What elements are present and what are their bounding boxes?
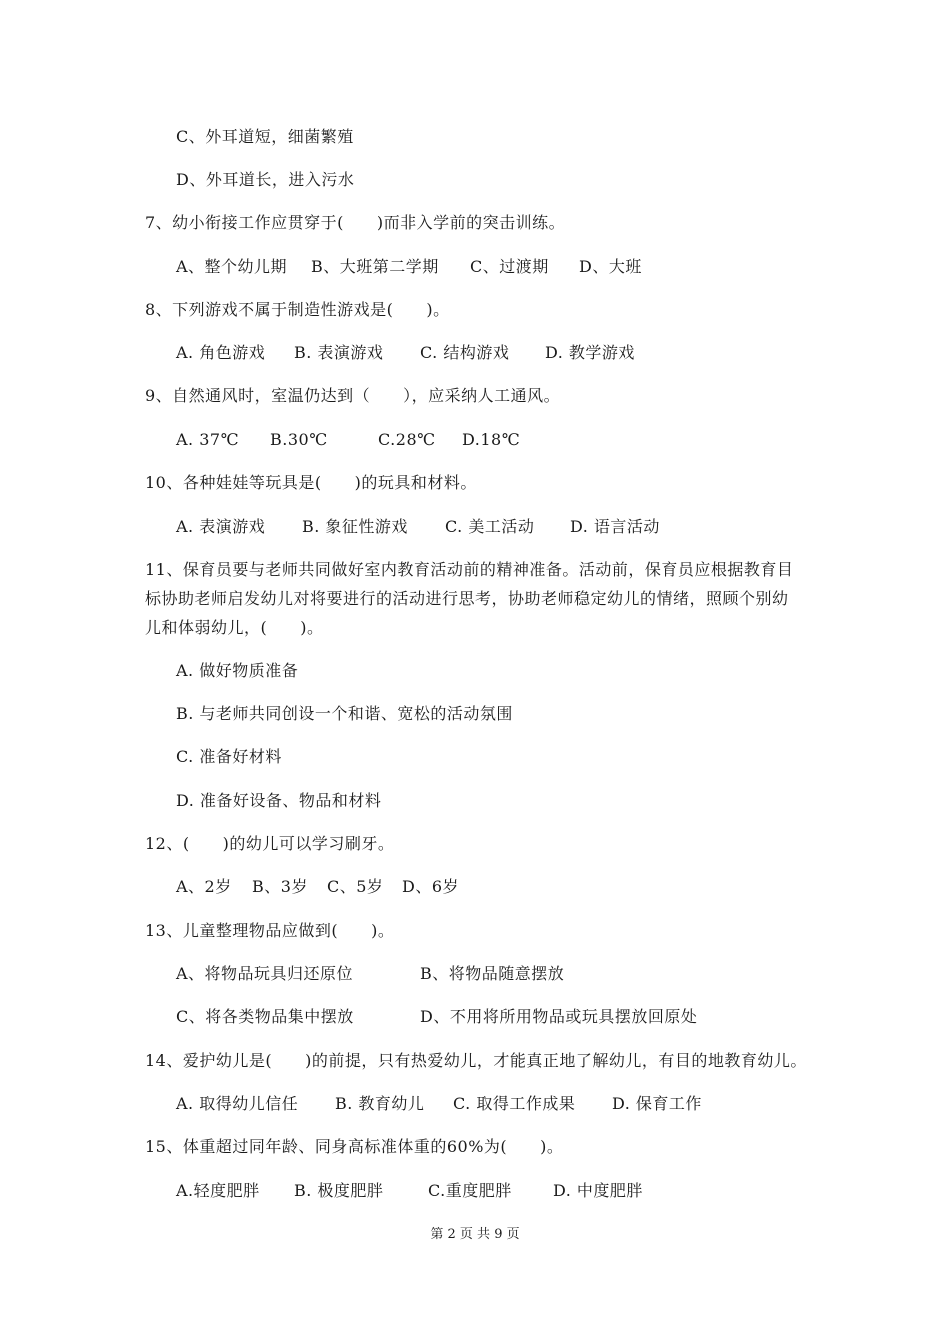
q12-option-b: B、3岁 bbox=[252, 877, 308, 896]
q13-option-b: B、将物品随意摆放 bbox=[420, 964, 565, 983]
q14-option-b: B. 教育幼儿 bbox=[335, 1094, 425, 1113]
q14-option-c: C. 取得工作成果 bbox=[453, 1094, 576, 1113]
q7-option-d: D、大班 bbox=[579, 257, 642, 276]
q8-option-b: B. 表演游戏 bbox=[294, 343, 384, 362]
question-9: 9、自然通风时，室温仍达到（ ），应采纳人工通风。 bbox=[145, 386, 561, 405]
q12-option-a: A、2岁 bbox=[176, 877, 232, 896]
q15-option-a: A.轻度肥胖 bbox=[176, 1181, 260, 1200]
q8-option-c: C. 结构游戏 bbox=[420, 343, 510, 362]
q14-option-d: D. 保育工作 bbox=[612, 1094, 702, 1113]
q9-option-a: A. 37℃ bbox=[176, 430, 239, 449]
question-7: 7、幼小衔接工作应贯穿于( )而非入学前的突击训练。 bbox=[145, 213, 566, 232]
q13-option-d: D、不用将所用物品或玩具摆放回原处 bbox=[420, 1007, 698, 1026]
question-11-line-2: 标协助老师启发幼儿对将要进行的活动进行思考，协助老师稳定幼儿的情绪，照顾个别幼 bbox=[145, 589, 789, 608]
q15-option-d: D. 中度肥胖 bbox=[553, 1181, 643, 1200]
q11-option-d: D. 准备好设备、物品和材料 bbox=[176, 791, 382, 810]
q10-option-b: B. 象征性游戏 bbox=[302, 517, 408, 536]
question-10: 10、各种娃娃等玩具是( )的玩具和材料。 bbox=[145, 473, 477, 492]
q7-option-a: A、整个幼儿期 bbox=[176, 257, 288, 276]
q8-option-a: A. 角色游戏 bbox=[176, 343, 266, 362]
q7-option-c: C、过渡期 bbox=[470, 257, 549, 276]
q13-option-a: A、将物品玩具归还原位 bbox=[176, 964, 354, 983]
q11-option-c: C. 准备好材料 bbox=[176, 747, 282, 766]
q9-option-c: C.28℃ bbox=[378, 430, 436, 449]
question-8: 8、下列游戏不属于制造性游戏是( )。 bbox=[145, 300, 450, 319]
q6-option-c: C、外耳道短，细菌繁殖 bbox=[176, 127, 354, 146]
q11-option-b: B. 与老师共同创设一个和谐、宽松的活动氛围 bbox=[176, 704, 513, 723]
question-15: 15、体重超过同年龄、同身高标准体重的60%为( )。 bbox=[145, 1137, 564, 1156]
question-11-line-3: 儿和体弱幼儿，( )。 bbox=[145, 618, 324, 637]
q11-option-a: A. 做好物质准备 bbox=[176, 661, 299, 680]
q10-option-c: C. 美工活动 bbox=[445, 517, 535, 536]
q9-option-d: D.18℃ bbox=[462, 430, 521, 449]
q12-option-c: C、5岁 bbox=[327, 877, 384, 896]
q13-option-c: C、将各类物品集中摆放 bbox=[176, 1007, 354, 1026]
q10-option-a: A. 表演游戏 bbox=[176, 517, 266, 536]
q12-option-d: D、6岁 bbox=[402, 877, 460, 896]
question-14: 14、爱护幼儿是( )的前提，只有热爱幼儿，才能真正地了解幼儿，有目的地教育幼儿。 bbox=[145, 1051, 807, 1070]
question-11-line-1: 11、保育员要与老师共同做好室内教育活动前的精神准备。活动前，保育员应根据教育目 bbox=[145, 560, 794, 579]
page-number-footer: 第 2 页 共 9 页 bbox=[430, 1227, 520, 1242]
q9-option-b: B.30℃ bbox=[270, 430, 328, 449]
question-13: 13、儿童整理物品应做到( )。 bbox=[145, 921, 395, 940]
q14-option-a: A. 取得幼儿信任 bbox=[176, 1094, 299, 1113]
q15-option-b: B. 极度肥胖 bbox=[294, 1181, 384, 1200]
q8-option-d: D. 教学游戏 bbox=[545, 343, 635, 362]
q10-option-d: D. 语言活动 bbox=[570, 517, 660, 536]
question-12: 12、( )的幼儿可以学习刷牙。 bbox=[145, 834, 395, 853]
q6-option-d: D、外耳道长，进入污水 bbox=[176, 170, 355, 189]
q7-option-b: B、大班第二学期 bbox=[311, 257, 439, 276]
q15-option-c: C.重度肥胖 bbox=[428, 1181, 512, 1200]
